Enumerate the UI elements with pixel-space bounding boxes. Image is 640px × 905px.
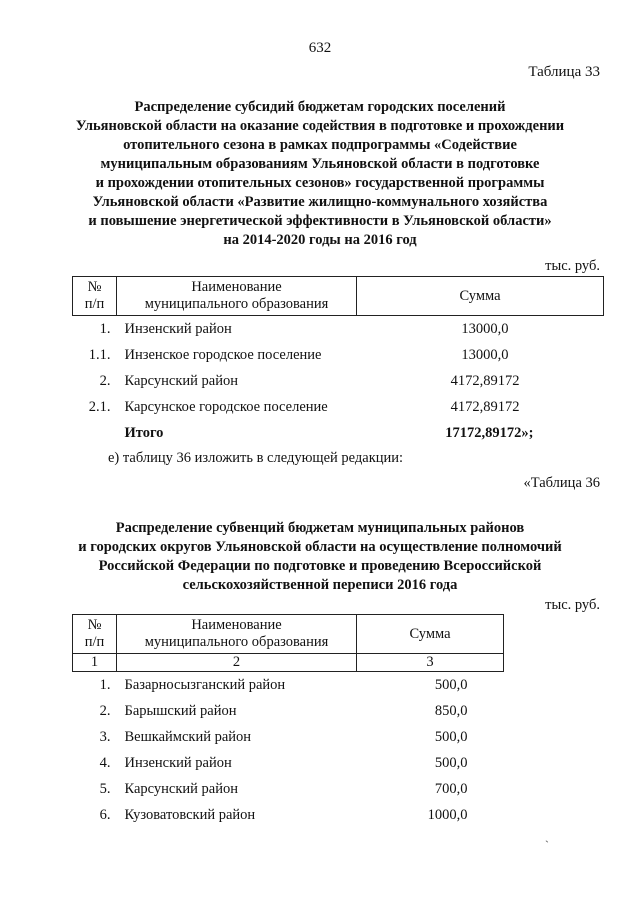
- row-name: Барышский район: [124, 703, 237, 719]
- table-row: [73, 776, 504, 802]
- row-name: Кузоватовский район: [124, 807, 256, 823]
- row-name: Карсунское городское поселение: [124, 399, 328, 415]
- row-sum: 4172,89172: [450, 399, 520, 415]
- title-line: муниципальным образованиям Ульяновской области в подготовке: [100, 156, 540, 172]
- row-num: 5.: [99, 781, 111, 797]
- title-line: сельскохозяйственной переписи 2016 года: [182, 577, 458, 593]
- title-line: и прохождении отопительных сезонов» государственной программы: [95, 175, 545, 191]
- table-36-unit: тыс. руб.: [545, 597, 600, 613]
- row-num: 3.: [99, 729, 111, 745]
- header-name: Наименование муниципального образования: [117, 615, 357, 654]
- row-sum: 4172,89172: [450, 373, 520, 389]
- table-33-title: [40, 98, 600, 250]
- table-row: [73, 724, 504, 750]
- scan-mark: `: [545, 838, 549, 852]
- title-line: Ульяновской области на оказание содействия в подготовке и прохождении: [75, 118, 565, 134]
- table-row: [73, 750, 504, 776]
- row-sum: 500,0: [434, 677, 468, 693]
- row-sum: 500,0: [434, 755, 468, 771]
- title-line: Распределение субсидий бюджетам городских поселений: [134, 99, 506, 115]
- title-line: Российской Федерации по подготовке и проведению Всероссийской: [98, 558, 542, 574]
- table-row: [73, 316, 604, 343]
- row-sum: 1000,0: [427, 807, 468, 823]
- title-line: на 2014-2020 годы на 2016 год: [223, 232, 417, 248]
- row-sum: 700,0: [434, 781, 468, 797]
- table-36-title: [40, 519, 600, 595]
- row-num: 1.: [99, 677, 111, 693]
- row-sum: 13000,0: [461, 347, 509, 363]
- total-sum: 17172,89172»;: [445, 425, 534, 441]
- header-sum: Сумма: [357, 277, 604, 316]
- header-num: № п/п: [73, 277, 117, 316]
- row-sum: 500,0: [434, 729, 468, 745]
- header-name: Наименование муниципального образования: [117, 277, 357, 316]
- row-num: 2.1.: [88, 399, 111, 415]
- row-sum: 13000,0: [461, 321, 509, 337]
- table-row: [73, 802, 504, 828]
- table-header-row: [73, 277, 604, 316]
- table-33: [72, 276, 604, 446]
- row-name: Вешкаймский район: [124, 729, 252, 745]
- title-line: Распределение субвенций бюджетам муниципальных районов: [115, 520, 525, 536]
- table-row: [73, 672, 504, 699]
- header-num: № п/п: [73, 615, 117, 654]
- col-index: 3: [357, 654, 504, 672]
- table-header-row: [73, 615, 504, 654]
- row-name: Инзенский район: [124, 321, 232, 337]
- title-line: и повышение энергетической эффективности в Ульяновской области»: [88, 213, 552, 229]
- row-num: 2.: [99, 373, 111, 389]
- row-num: 1.1.: [88, 347, 111, 363]
- row-name: Карсунский район: [124, 781, 239, 797]
- column-index-row: [73, 654, 504, 672]
- table-33-unit: тыс. руб.: [545, 258, 600, 274]
- row-name: Инзенское городское поселение: [124, 347, 322, 363]
- table-33-label: Таблица 33: [528, 64, 600, 80]
- title-line: и городских округов Ульяновской области на осуществление полномочий: [78, 539, 562, 555]
- row-name: Карсунский район: [124, 373, 239, 389]
- amendment-paragraph: е) таблицу 36 изложить в следующей редакции:: [108, 450, 404, 466]
- col-index: 2: [117, 654, 357, 672]
- page-number: 632: [308, 40, 332, 56]
- total-row: [73, 420, 604, 446]
- title-line: Ульяновской области «Развитие жилищно-коммунального хозяйства: [92, 194, 548, 210]
- table-36-label: «Таблица 36: [523, 475, 600, 491]
- row-num: 6.: [99, 807, 111, 823]
- row-name: Базарносызганский район: [124, 677, 286, 693]
- row-num: 1.: [99, 321, 111, 337]
- total-label: Итого: [124, 425, 164, 441]
- col-index: 1: [73, 654, 117, 672]
- table-row: [73, 368, 604, 394]
- row-sum: 850,0: [434, 703, 468, 719]
- title-line: отопительного сезона в рамках подпрограммы «Содействие: [123, 137, 517, 153]
- table-36: [72, 614, 504, 828]
- header-sum: Сумма: [357, 615, 504, 654]
- table-row: [73, 394, 604, 420]
- table-row: [73, 698, 504, 724]
- row-num: 4.: [99, 755, 111, 771]
- row-num: 2.: [99, 703, 111, 719]
- table-row: [73, 342, 604, 368]
- row-name: Инзенский район: [124, 755, 232, 771]
